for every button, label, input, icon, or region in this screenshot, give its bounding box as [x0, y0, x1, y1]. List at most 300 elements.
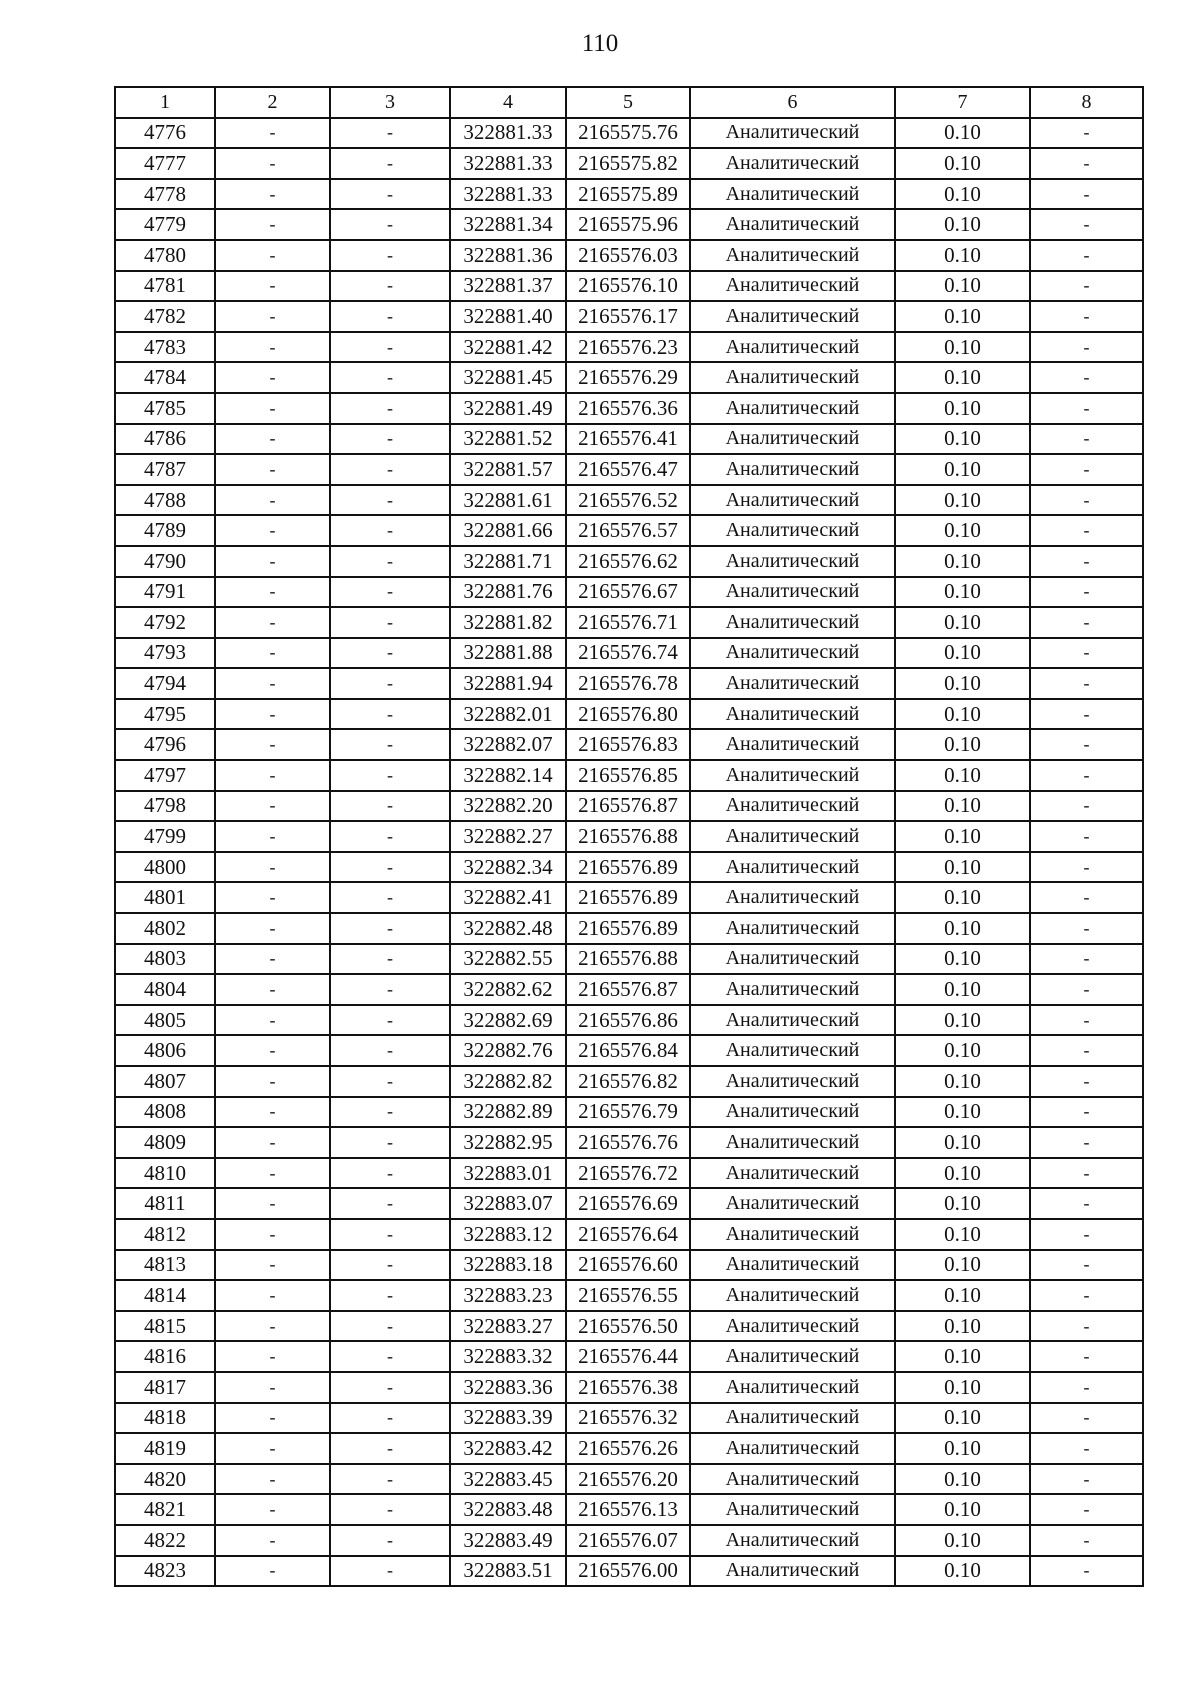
method-cell: Аналитический: [690, 332, 895, 363]
y-coordinate-cell: 2165576.00: [566, 1556, 690, 1587]
y-coordinate-cell: 2165576.26: [566, 1433, 690, 1464]
col3-cell: -: [330, 1311, 450, 1342]
method-cell: Аналитический: [690, 577, 895, 608]
col3-cell: -: [330, 1219, 450, 1250]
point-number-cell: 4811: [115, 1188, 215, 1219]
column-header: 5: [566, 87, 690, 118]
accuracy-cell: 0.10: [895, 118, 1030, 149]
col3-cell: -: [330, 1097, 450, 1128]
point-number-cell: 4776: [115, 118, 215, 149]
point-number-cell: 4787: [115, 454, 215, 485]
method-cell: Аналитический: [690, 1372, 895, 1403]
method-cell: Аналитический: [690, 760, 895, 791]
point-number-cell: 4777: [115, 148, 215, 179]
col8-cell: -: [1030, 944, 1143, 975]
col2-cell: -: [215, 1341, 330, 1372]
x-coordinate-cell: 322881.66: [450, 515, 566, 546]
point-number-cell: 4799: [115, 821, 215, 852]
point-number-cell: 4789: [115, 515, 215, 546]
y-coordinate-cell: 2165576.20: [566, 1464, 690, 1495]
table-row: [115, 209, 1143, 240]
col3-cell: -: [330, 1433, 450, 1464]
point-number-cell: 4810: [115, 1158, 215, 1189]
accuracy-cell: 0.10: [895, 1097, 1030, 1128]
table-row: [115, 271, 1143, 302]
col3-cell: -: [330, 1525, 450, 1556]
col3-cell: -: [330, 852, 450, 883]
point-number-cell: 4794: [115, 668, 215, 699]
col2-cell: -: [215, 148, 330, 179]
point-number-cell: 4801: [115, 882, 215, 913]
x-coordinate-cell: 322881.49: [450, 393, 566, 424]
col3-cell: -: [330, 944, 450, 975]
accuracy-cell: 0.10: [895, 944, 1030, 975]
accuracy-cell: 0.10: [895, 1464, 1030, 1495]
point-number-cell: 4793: [115, 638, 215, 669]
point-number-cell: 4808: [115, 1097, 215, 1128]
x-coordinate-cell: 322882.41: [450, 882, 566, 913]
method-cell: Аналитический: [690, 607, 895, 638]
x-coordinate-cell: 322883.12: [450, 1219, 566, 1250]
col8-cell: -: [1030, 913, 1143, 944]
col2-cell: -: [215, 1127, 330, 1158]
table-row: [115, 852, 1143, 883]
table-row: [115, 913, 1143, 944]
col2-cell: -: [215, 118, 330, 149]
point-number-cell: 4812: [115, 1219, 215, 1250]
col2-cell: -: [215, 944, 330, 975]
table-row: [115, 1250, 1143, 1281]
col2-cell: -: [215, 515, 330, 546]
table-row: [115, 668, 1143, 699]
accuracy-cell: 0.10: [895, 1311, 1030, 1342]
col3-cell: -: [330, 240, 450, 271]
col2-cell: -: [215, 362, 330, 393]
y-coordinate-cell: 2165576.88: [566, 944, 690, 975]
y-coordinate-cell: 2165576.86: [566, 1005, 690, 1036]
x-coordinate-cell: 322883.36: [450, 1372, 566, 1403]
col8-cell: -: [1030, 546, 1143, 577]
table-row: [115, 454, 1143, 485]
x-coordinate-cell: 322881.45: [450, 362, 566, 393]
table-row: [115, 1556, 1143, 1587]
col2-cell: -: [215, 1066, 330, 1097]
page-number: 110: [581, 30, 619, 57]
y-coordinate-cell: 2165576.79: [566, 1097, 690, 1128]
x-coordinate-cell: 322882.69: [450, 1005, 566, 1036]
accuracy-cell: 0.10: [895, 209, 1030, 240]
col8-cell: -: [1030, 882, 1143, 913]
y-coordinate-cell: 2165576.57: [566, 515, 690, 546]
method-cell: Аналитический: [690, 393, 895, 424]
col2-cell: -: [215, 1097, 330, 1128]
col3-cell: -: [330, 1005, 450, 1036]
col2-cell: -: [215, 760, 330, 791]
col8-cell: -: [1030, 301, 1143, 332]
accuracy-cell: 0.10: [895, 1219, 1030, 1250]
method-cell: Аналитический: [690, 1127, 895, 1158]
x-coordinate-cell: 322883.07: [450, 1188, 566, 1219]
col2-cell: -: [215, 577, 330, 608]
col8-cell: -: [1030, 729, 1143, 760]
col8-cell: -: [1030, 209, 1143, 240]
x-coordinate-cell: 322882.20: [450, 791, 566, 822]
col2-cell: -: [215, 668, 330, 699]
col2-cell: -: [215, 1035, 330, 1066]
method-cell: Аналитический: [690, 699, 895, 730]
col2-cell: -: [215, 271, 330, 302]
y-coordinate-cell: 2165576.29: [566, 362, 690, 393]
x-coordinate-cell: 322882.34: [450, 852, 566, 883]
y-coordinate-cell: 2165576.89: [566, 882, 690, 913]
accuracy-cell: 0.10: [895, 974, 1030, 1005]
y-coordinate-cell: 2165575.89: [566, 179, 690, 210]
col8-cell: -: [1030, 1097, 1143, 1128]
col8-cell: -: [1030, 393, 1143, 424]
method-cell: Аналитический: [690, 485, 895, 516]
x-coordinate-cell: 322882.14: [450, 760, 566, 791]
column-header: 7: [895, 87, 1030, 118]
x-coordinate-cell: 322881.57: [450, 454, 566, 485]
y-coordinate-cell: 2165576.87: [566, 791, 690, 822]
table-row: [115, 821, 1143, 852]
accuracy-cell: 0.10: [895, 424, 1030, 455]
method-cell: Аналитический: [690, 454, 895, 485]
method-cell: Аналитический: [690, 209, 895, 240]
x-coordinate-cell: 322883.39: [450, 1403, 566, 1434]
col8-cell: -: [1030, 148, 1143, 179]
col8-cell: -: [1030, 1250, 1143, 1281]
table-row: [115, 699, 1143, 730]
col3-cell: -: [330, 1403, 450, 1434]
col8-cell: -: [1030, 179, 1143, 210]
col2-cell: -: [215, 454, 330, 485]
coordinates-table: [114, 86, 1144, 1587]
method-cell: Аналитический: [690, 1433, 895, 1464]
accuracy-cell: 0.10: [895, 1035, 1030, 1066]
column-header: 6: [690, 87, 895, 118]
table-row: [115, 179, 1143, 210]
table-row: [115, 118, 1143, 149]
method-cell: Аналитический: [690, 852, 895, 883]
accuracy-cell: 0.10: [895, 852, 1030, 883]
x-coordinate-cell: 322882.95: [450, 1127, 566, 1158]
x-coordinate-cell: 322883.48: [450, 1494, 566, 1525]
point-number-cell: 4786: [115, 424, 215, 455]
col2-cell: -: [215, 1005, 330, 1036]
col3-cell: -: [330, 638, 450, 669]
table-row: [115, 332, 1143, 363]
x-coordinate-cell: 322881.34: [450, 209, 566, 240]
point-number-cell: 4796: [115, 729, 215, 760]
x-coordinate-cell: 322882.01: [450, 699, 566, 730]
x-coordinate-cell: 322883.27: [450, 1311, 566, 1342]
accuracy-cell: 0.10: [895, 515, 1030, 546]
point-number-cell: 4822: [115, 1525, 215, 1556]
col2-cell: -: [215, 638, 330, 669]
accuracy-cell: 0.10: [895, 1005, 1030, 1036]
method-cell: Аналитический: [690, 1403, 895, 1434]
col2-cell: -: [215, 729, 330, 760]
col3-cell: -: [330, 821, 450, 852]
point-number-cell: 4809: [115, 1127, 215, 1158]
y-coordinate-cell: 2165575.76: [566, 118, 690, 149]
method-cell: Аналитический: [690, 1525, 895, 1556]
accuracy-cell: 0.10: [895, 1280, 1030, 1311]
accuracy-cell: 0.10: [895, 821, 1030, 852]
col8-cell: -: [1030, 1188, 1143, 1219]
point-number-cell: 4814: [115, 1280, 215, 1311]
col3-cell: -: [330, 148, 450, 179]
col8-cell: -: [1030, 1372, 1143, 1403]
accuracy-cell: 0.10: [895, 729, 1030, 760]
method-cell: Аналитический: [690, 1556, 895, 1587]
x-coordinate-cell: 322883.23: [450, 1280, 566, 1311]
col2-cell: -: [215, 1188, 330, 1219]
col3-cell: -: [330, 515, 450, 546]
y-coordinate-cell: 2165576.87: [566, 974, 690, 1005]
method-cell: Аналитический: [690, 1188, 895, 1219]
col3-cell: -: [330, 1341, 450, 1372]
method-cell: Аналитический: [690, 1311, 895, 1342]
method-cell: Аналитический: [690, 1219, 895, 1250]
x-coordinate-cell: 322883.01: [450, 1158, 566, 1189]
x-coordinate-cell: 322881.52: [450, 424, 566, 455]
point-number-cell: 4782: [115, 301, 215, 332]
accuracy-cell: 0.10: [895, 1556, 1030, 1587]
method-cell: Аналитический: [690, 148, 895, 179]
table-row: [115, 362, 1143, 393]
y-coordinate-cell: 2165576.13: [566, 1494, 690, 1525]
col2-cell: -: [215, 882, 330, 913]
col8-cell: -: [1030, 791, 1143, 822]
method-cell: Аналитический: [690, 515, 895, 546]
y-coordinate-cell: 2165576.03: [566, 240, 690, 271]
col8-cell: -: [1030, 1280, 1143, 1311]
table-row: [115, 974, 1143, 1005]
accuracy-cell: 0.10: [895, 1494, 1030, 1525]
y-coordinate-cell: 2165576.17: [566, 301, 690, 332]
point-number-cell: 4781: [115, 271, 215, 302]
col2-cell: -: [215, 1556, 330, 1587]
y-coordinate-cell: 2165576.23: [566, 332, 690, 363]
col3-cell: -: [330, 882, 450, 913]
accuracy-cell: 0.10: [895, 638, 1030, 669]
table-row: [115, 944, 1143, 975]
col2-cell: -: [215, 393, 330, 424]
method-cell: Аналитический: [690, 1005, 895, 1036]
point-number-cell: 4804: [115, 974, 215, 1005]
point-number-cell: 4805: [115, 1005, 215, 1036]
col8-cell: -: [1030, 1341, 1143, 1372]
col3-cell: -: [330, 1066, 450, 1097]
col8-cell: -: [1030, 1403, 1143, 1434]
table-row: [115, 1127, 1143, 1158]
method-cell: Аналитический: [690, 179, 895, 210]
x-coordinate-cell: 322882.07: [450, 729, 566, 760]
accuracy-cell: 0.10: [895, 1341, 1030, 1372]
accuracy-cell: 0.10: [895, 179, 1030, 210]
col2-cell: -: [215, 852, 330, 883]
col3-cell: -: [330, 1158, 450, 1189]
table-row: [115, 301, 1143, 332]
col3-cell: -: [330, 699, 450, 730]
point-number-cell: 4791: [115, 577, 215, 608]
y-coordinate-cell: 2165576.85: [566, 760, 690, 791]
x-coordinate-cell: 322881.40: [450, 301, 566, 332]
x-coordinate-cell: 322882.76: [450, 1035, 566, 1066]
table-row: [115, 729, 1143, 760]
y-coordinate-cell: 2165576.62: [566, 546, 690, 577]
column-header: 2: [215, 87, 330, 118]
table-row: [115, 791, 1143, 822]
point-number-cell: 4795: [115, 699, 215, 730]
method-cell: Аналитический: [690, 424, 895, 455]
x-coordinate-cell: 322881.71: [450, 546, 566, 577]
method-cell: Аналитический: [690, 974, 895, 1005]
method-cell: Аналитический: [690, 944, 895, 975]
method-cell: Аналитический: [690, 1494, 895, 1525]
y-coordinate-cell: 2165576.82: [566, 1066, 690, 1097]
accuracy-cell: 0.10: [895, 1372, 1030, 1403]
col3-cell: -: [330, 791, 450, 822]
col8-cell: -: [1030, 485, 1143, 516]
method-cell: Аналитический: [690, 1341, 895, 1372]
col8-cell: -: [1030, 271, 1143, 302]
y-coordinate-cell: 2165575.82: [566, 148, 690, 179]
col3-cell: -: [330, 668, 450, 699]
table-row: [115, 1311, 1143, 1342]
point-number-cell: 4803: [115, 944, 215, 975]
x-coordinate-cell: 322883.49: [450, 1525, 566, 1556]
point-number-cell: 4779: [115, 209, 215, 240]
method-cell: Аналитический: [690, 791, 895, 822]
col3-cell: -: [330, 332, 450, 363]
col2-cell: -: [215, 1158, 330, 1189]
y-coordinate-cell: 2165576.38: [566, 1372, 690, 1403]
col3-cell: -: [330, 1188, 450, 1219]
point-number-cell: 4816: [115, 1341, 215, 1372]
col3-cell: -: [330, 179, 450, 210]
col3-cell: -: [330, 974, 450, 1005]
point-number-cell: 4806: [115, 1035, 215, 1066]
method-cell: Аналитический: [690, 913, 895, 944]
y-coordinate-cell: 2165576.71: [566, 607, 690, 638]
table-row: [115, 1341, 1143, 1372]
col3-cell: -: [330, 729, 450, 760]
table-row: [115, 577, 1143, 608]
point-number-cell: 4807: [115, 1066, 215, 1097]
col2-cell: -: [215, 240, 330, 271]
y-coordinate-cell: 2165576.69: [566, 1188, 690, 1219]
col3-cell: -: [330, 577, 450, 608]
y-coordinate-cell: 2165576.83: [566, 729, 690, 760]
accuracy-cell: 0.10: [895, 607, 1030, 638]
method-cell: Аналитический: [690, 821, 895, 852]
point-number-cell: 4817: [115, 1372, 215, 1403]
point-number-cell: 4819: [115, 1433, 215, 1464]
method-cell: Аналитический: [690, 638, 895, 669]
method-cell: Аналитический: [690, 882, 895, 913]
col2-cell: -: [215, 179, 330, 210]
y-coordinate-cell: 2165576.89: [566, 852, 690, 883]
accuracy-cell: 0.10: [895, 148, 1030, 179]
table-row: [115, 1219, 1143, 1250]
accuracy-cell: 0.10: [895, 1403, 1030, 1434]
x-coordinate-cell: 322881.88: [450, 638, 566, 669]
x-coordinate-cell: 322883.42: [450, 1433, 566, 1464]
accuracy-cell: 0.10: [895, 301, 1030, 332]
col3-cell: -: [330, 362, 450, 393]
col8-cell: -: [1030, 607, 1143, 638]
column-header: 8: [1030, 87, 1143, 118]
method-cell: Аналитический: [690, 546, 895, 577]
accuracy-cell: 0.10: [895, 913, 1030, 944]
x-coordinate-cell: 322881.33: [450, 118, 566, 149]
col8-cell: -: [1030, 1433, 1143, 1464]
col8-cell: -: [1030, 1219, 1143, 1250]
x-coordinate-cell: 322881.82: [450, 607, 566, 638]
col8-cell: -: [1030, 668, 1143, 699]
col8-cell: -: [1030, 577, 1143, 608]
col8-cell: -: [1030, 118, 1143, 149]
y-coordinate-cell: 2165576.67: [566, 577, 690, 608]
accuracy-cell: 0.10: [895, 1158, 1030, 1189]
col2-cell: -: [215, 1311, 330, 1342]
col2-cell: -: [215, 209, 330, 240]
x-coordinate-cell: 322883.45: [450, 1464, 566, 1495]
method-cell: Аналитический: [690, 1097, 895, 1128]
column-header: 4: [450, 87, 566, 118]
column-header: 3: [330, 87, 450, 118]
table-header-row: [115, 87, 1143, 118]
x-coordinate-cell: 322881.33: [450, 148, 566, 179]
col3-cell: -: [330, 454, 450, 485]
table-row: [115, 607, 1143, 638]
col2-cell: -: [215, 913, 330, 944]
table-row: [115, 1525, 1143, 1556]
y-coordinate-cell: 2165576.41: [566, 424, 690, 455]
col3-cell: -: [330, 424, 450, 455]
col2-cell: -: [215, 1433, 330, 1464]
method-cell: Аналитический: [690, 1158, 895, 1189]
col3-cell: -: [330, 209, 450, 240]
point-number-cell: 4800: [115, 852, 215, 883]
col8-cell: -: [1030, 362, 1143, 393]
x-coordinate-cell: 322882.82: [450, 1066, 566, 1097]
col2-cell: -: [215, 1525, 330, 1556]
col8-cell: -: [1030, 974, 1143, 1005]
table-row: [115, 1464, 1143, 1495]
col8-cell: -: [1030, 1035, 1143, 1066]
accuracy-cell: 0.10: [895, 1525, 1030, 1556]
y-coordinate-cell: 2165576.80: [566, 699, 690, 730]
col3-cell: -: [330, 1464, 450, 1495]
col2-cell: -: [215, 1372, 330, 1403]
method-cell: Аналитический: [690, 1035, 895, 1066]
x-coordinate-cell: 322882.48: [450, 913, 566, 944]
method-cell: Аналитический: [690, 668, 895, 699]
col2-cell: -: [215, 424, 330, 455]
col8-cell: -: [1030, 760, 1143, 791]
table-row: [115, 515, 1143, 546]
col3-cell: -: [330, 1127, 450, 1158]
accuracy-cell: 0.10: [895, 546, 1030, 577]
col8-cell: -: [1030, 1005, 1143, 1036]
col8-cell: -: [1030, 1494, 1143, 1525]
method-cell: Аналитический: [690, 1280, 895, 1311]
col3-cell: -: [330, 1280, 450, 1311]
